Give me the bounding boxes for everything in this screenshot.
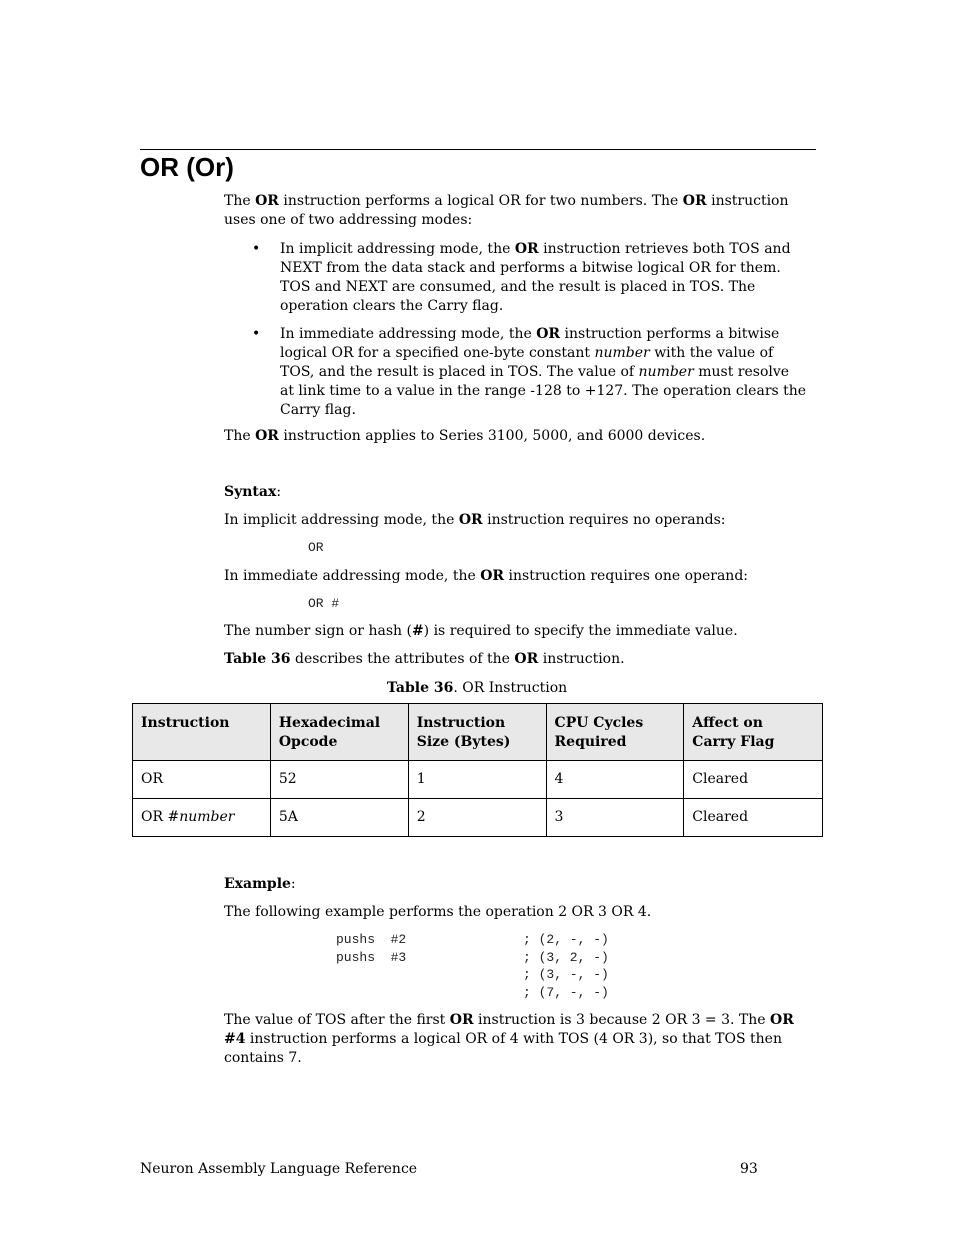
table-row — [133, 799, 823, 837]
header-cell: Instruction — [133, 704, 271, 761]
code-line: pushs #2 — [336, 932, 407, 947]
table-header-row — [133, 704, 823, 761]
bullet-icon: • — [252, 241, 261, 257]
heading-rule — [140, 149, 816, 150]
header-cell: CPU Cycles Required — [546, 704, 684, 761]
syntax-implicit-text: In implicit addressing mode, the OR instruction requires no operands: — [224, 512, 726, 528]
header-cell: Instruction Size (Bytes) — [408, 704, 546, 761]
header-cell: Hexadecimal Opcode — [270, 704, 408, 761]
footer-title: Neuron Assembly Language Reference — [140, 1161, 418, 1177]
table-cell: 1 — [408, 761, 546, 799]
intro-paragraph: The OR instruction performs a logical OR for two numbers. The OR instruction uses one of two addressing modes: — [224, 193, 789, 228]
bullet-immediate: In immediate addressing mode, the OR instruction performs a bitwise logical OR for a specified one-byte constant number with the value of TOS, and the result is placed in TOS. The value of number must resolve at link time to a value in the range -128 to +127. The operation clears the Carry flag. — [280, 326, 807, 418]
table-cell: Cleared — [684, 761, 823, 799]
table-cell: Cleared — [684, 799, 823, 837]
example-heading: Example: — [224, 876, 296, 892]
table-row — [133, 761, 823, 799]
example-explanation: The value of TOS after the first OR instruction is 3 because 2 OR 3 = 3. The OR #4 instruction performs a logical OR of 4 with TOS (4 OR 3), so that TOS then contains 7. — [224, 1012, 794, 1066]
code-comment: ; (3, 2, -) — [523, 949, 609, 965]
code-comment: ; (7, -, -) — [523, 984, 609, 1000]
table-cell: 3 — [546, 799, 684, 837]
table-cell: 52 — [270, 761, 408, 799]
code-line: pushs #3 — [336, 949, 407, 965]
code-comment: ; (3, -, -) — [523, 967, 609, 982]
page-title: OR (Or) — [140, 152, 234, 182]
syntax-immediate-code: OR # — [308, 596, 340, 611]
table-cell: 5A — [270, 799, 408, 837]
bullet-icon: • — [252, 326, 261, 342]
series-paragraph: The OR instruction applies to Series 3100, 5000, and 6000 devices. — [224, 428, 706, 444]
table-caption: Table 36. OR Instruction — [386, 680, 568, 696]
bullet-implicit: In implicit addressing mode, the OR instruction retrieves both TOS and NEXT from the data stack and performs a bitwise logical OR for them. TOS and NEXT are consumed, and the result is placed in TOS. The operation clears the Carry flag. — [280, 241, 791, 314]
syntax-immediate-text: In immediate addressing mode, the OR instruction requires one operand: — [224, 568, 749, 584]
or-instruction-table — [132, 703, 823, 837]
header-cell: Affect on Carry Flag — [684, 704, 823, 761]
hash-paragraph: The number sign or hash (#) is required to specify the immediate value. — [224, 623, 738, 639]
example-description: The following example performs the operation 2 OR 3 OR 4. — [224, 904, 652, 920]
page-number: 93 — [740, 1161, 758, 1177]
table-cell: OR #number — [133, 799, 271, 837]
table-cell: 2 — [408, 799, 546, 837]
table-reference: Table 36 describes the attributes of the OR instruction. — [224, 651, 625, 667]
code-comment: ; (2, -, -) — [523, 932, 609, 947]
example-code-comments — [523, 931, 609, 1001]
table-cell: 4 — [546, 761, 684, 799]
example-code-instructions — [336, 931, 406, 984]
syntax-heading: Syntax: — [224, 484, 282, 500]
table-cell: OR — [133, 761, 271, 799]
syntax-implicit-code: OR — [308, 540, 324, 555]
